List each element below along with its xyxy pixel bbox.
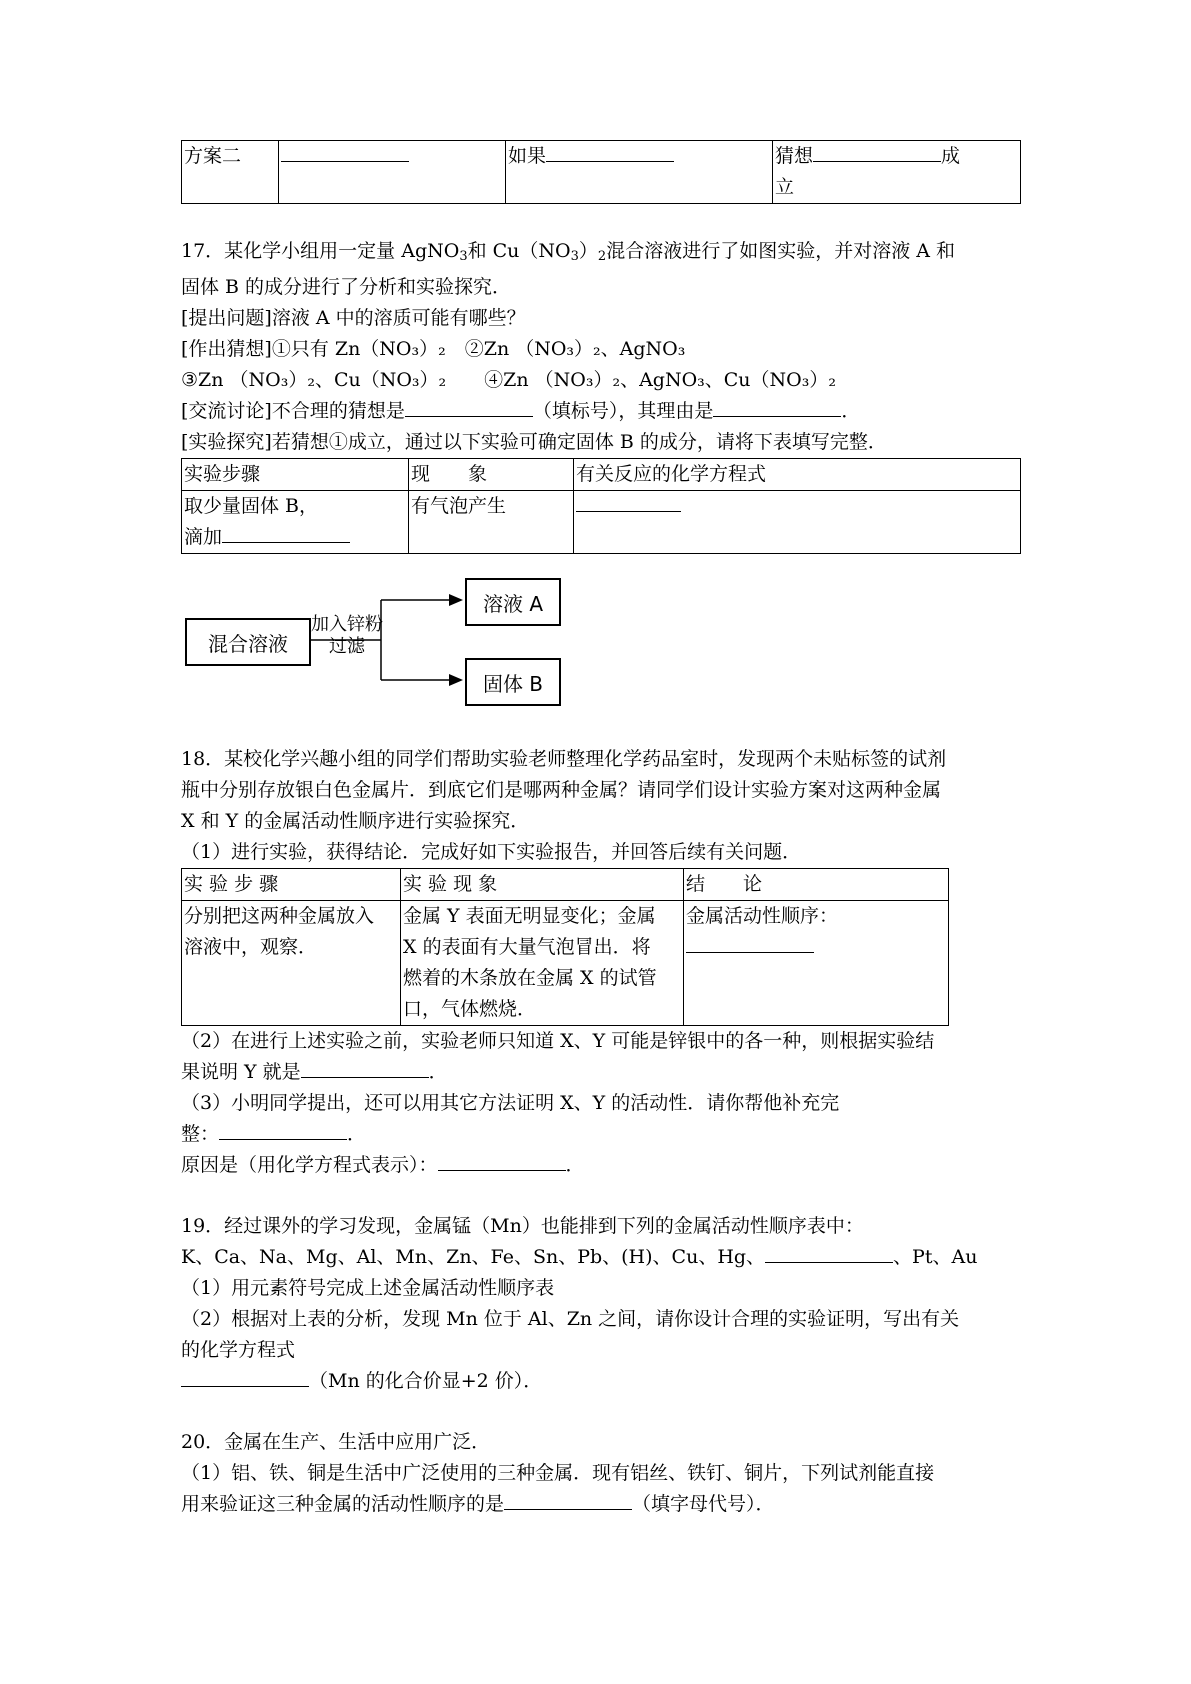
table-row bbox=[182, 901, 949, 1026]
table-header-cell: 结 论 bbox=[684, 869, 949, 901]
table-header-row bbox=[182, 869, 949, 901]
flow-label-step: 加入锌粉 过滤 bbox=[311, 614, 383, 657]
question-text: （1）进行实验，获得结论．完成好如下实验报告，并回答后续有关问题． bbox=[181, 841, 802, 863]
question-text: （Mn 的化合价显+2 价）． bbox=[181, 1366, 1021, 1397]
question-text: 的化学方程式 bbox=[181, 1339, 296, 1361]
table-cell: 金属活动性顺序： bbox=[684, 901, 949, 1026]
question-text: 19．经过课外的学习发现，金属锰（Mn）也能排到下列的金属活动性顺序表中： bbox=[181, 1215, 864, 1237]
question-text: [交流讨论]不合理的猜想是 （填标号），其理由是 ． bbox=[181, 396, 1021, 427]
question-text: [作出猜想]①只有 Zn（NO₃）₂ ②Zn （NO₃）₂、AgNO₃ bbox=[181, 338, 686, 360]
question-text: K、Ca、Na、Mg、Al、Mn、Zn、Fe、Sn、Pb、(H)、Cu、Hg、 、Pt、Au bbox=[181, 1242, 1021, 1273]
question-text: [实验探究]若猜想①成立，通过以下实验可确定固体 B 的成分，请将下表填写完整． bbox=[181, 431, 887, 453]
question-text: 20．金属在生产、生活中应用广泛． bbox=[181, 1431, 491, 1453]
question-text: （2）在进行上述实验之前，实验老师只知道 X、Y 可能是锌银中的各一种，则根据实验结 bbox=[181, 1030, 935, 1052]
answer-blank[interactable] bbox=[219, 1119, 347, 1140]
question-17 bbox=[181, 236, 1021, 714]
question-text: 18．某校化学兴趣小组的同学们帮助实验老师整理化学药品室时，发现两个未贴标签的试剂 bbox=[181, 748, 947, 770]
table-cell: 取少量固体 B， 滴加 bbox=[182, 491, 409, 554]
answer-blank[interactable] bbox=[686, 932, 814, 953]
flow-box-mixture: 混合溶液 bbox=[185, 618, 311, 666]
question-19 bbox=[181, 1211, 1021, 1397]
answer-blank[interactable] bbox=[281, 141, 409, 162]
question-text: X 和 Y 的金属活动性顺序进行实验探究． bbox=[181, 810, 530, 832]
question-text: 17．某化学小组用一定量 AgNO$_3$和 $Cu(NO_3)_2$混合溶液进行了如图实验，并对溶液 A 和 bbox=[181, 240, 956, 264]
question-text: （2）根据对上表的分析，发现 Mn 位于 Al、Zn 之间，请你设计合理的实验证明，写出有关 bbox=[181, 1308, 960, 1330]
experiment-table-17 bbox=[181, 458, 1021, 554]
question-text: [提出问题]溶液 A 中的溶质可能有哪些？ bbox=[181, 307, 526, 329]
answer-blank[interactable] bbox=[504, 1489, 632, 1510]
table-header-cell: 现 象 bbox=[409, 459, 574, 491]
flow-box-solid-b: 固体 B bbox=[465, 658, 561, 706]
question-20 bbox=[181, 1427, 1021, 1520]
answer-blank[interactable] bbox=[713, 396, 841, 417]
question-text: （1）用元素符号完成上述金属活动性顺序表 bbox=[181, 1277, 555, 1299]
question-text: ③Zn （NO₃）₂、Cu（NO₃）₂ ④Zn （NO₃）₂、AgNO₃、Cu（NO₃）₂ bbox=[181, 369, 836, 391]
table-header-row bbox=[182, 459, 1021, 491]
question-text: 瓶中分别存放银白色金属片．到底它们是哪两种金属？请同学们设计实验方案对这两种金属 bbox=[181, 779, 942, 801]
answer-blank[interactable] bbox=[301, 1057, 429, 1078]
answer-blank[interactable] bbox=[222, 522, 350, 543]
question-text: （3）小明同学提出，还可以用其它方法证明 X、Y 的活动性．请你帮他补充完 bbox=[181, 1092, 840, 1114]
document-page bbox=[181, 140, 1021, 1520]
question-text: 固体 B 的成分进行了分析和实验探究． bbox=[181, 276, 512, 298]
table-header-cell: 实 验 现 象 bbox=[401, 869, 684, 901]
answer-blank[interactable] bbox=[546, 141, 674, 162]
answer-blank[interactable] bbox=[765, 1242, 893, 1263]
table-cell bbox=[279, 141, 506, 204]
table-cell: 如果 bbox=[506, 141, 773, 204]
experiment-table-18 bbox=[181, 868, 949, 1026]
table-row bbox=[182, 141, 1021, 204]
scheme-two-table bbox=[181, 140, 1021, 204]
table-cell bbox=[574, 491, 1021, 554]
question-text: 整： ． bbox=[181, 1119, 1021, 1150]
answer-blank[interactable] bbox=[405, 396, 533, 417]
table-cell: 分别把这两种金属放入 溶液中，观察． bbox=[182, 901, 401, 1026]
table-header-cell: 有关反应的化学方程式 bbox=[574, 459, 1021, 491]
table-cell: 有气泡产生 bbox=[409, 491, 574, 554]
table-cell: 方案二 bbox=[182, 141, 279, 204]
question-text: 用来验证这三种金属的活动性顺序的是 （填字母代号）． bbox=[181, 1489, 1021, 1520]
table-cell: 猜想 成 立 bbox=[773, 141, 1021, 204]
question-18 bbox=[181, 744, 1021, 1181]
question-text: 果说明 Y 就是 ． bbox=[181, 1057, 1021, 1088]
answer-blank[interactable] bbox=[438, 1150, 566, 1171]
answer-blank[interactable] bbox=[813, 141, 941, 162]
answer-blank[interactable] bbox=[181, 1366, 309, 1387]
flow-diagram bbox=[181, 574, 1021, 714]
question-text: （1）铝、铁、铜是生活中广泛使用的三种金属．现有铝丝、铁钉、铜片，下列试剂能直接 bbox=[181, 1462, 935, 1484]
flow-box-solution-a: 溶液 A bbox=[465, 578, 561, 626]
question-text: 原因是（用化学方程式表示）： ． bbox=[181, 1150, 1021, 1181]
answer-blank[interactable] bbox=[576, 491, 681, 512]
table-cell: 金属 Y 表面无明显变化；金属 X 的表面有大量气泡冒出．将 燃着的木条放在金属 X 的试管 口，气体燃烧． bbox=[401, 901, 684, 1026]
table-row bbox=[182, 491, 1021, 554]
table-header-cell: 实 验 步 骤 bbox=[182, 869, 401, 901]
table-header-cell: 实验步骤 bbox=[182, 459, 409, 491]
